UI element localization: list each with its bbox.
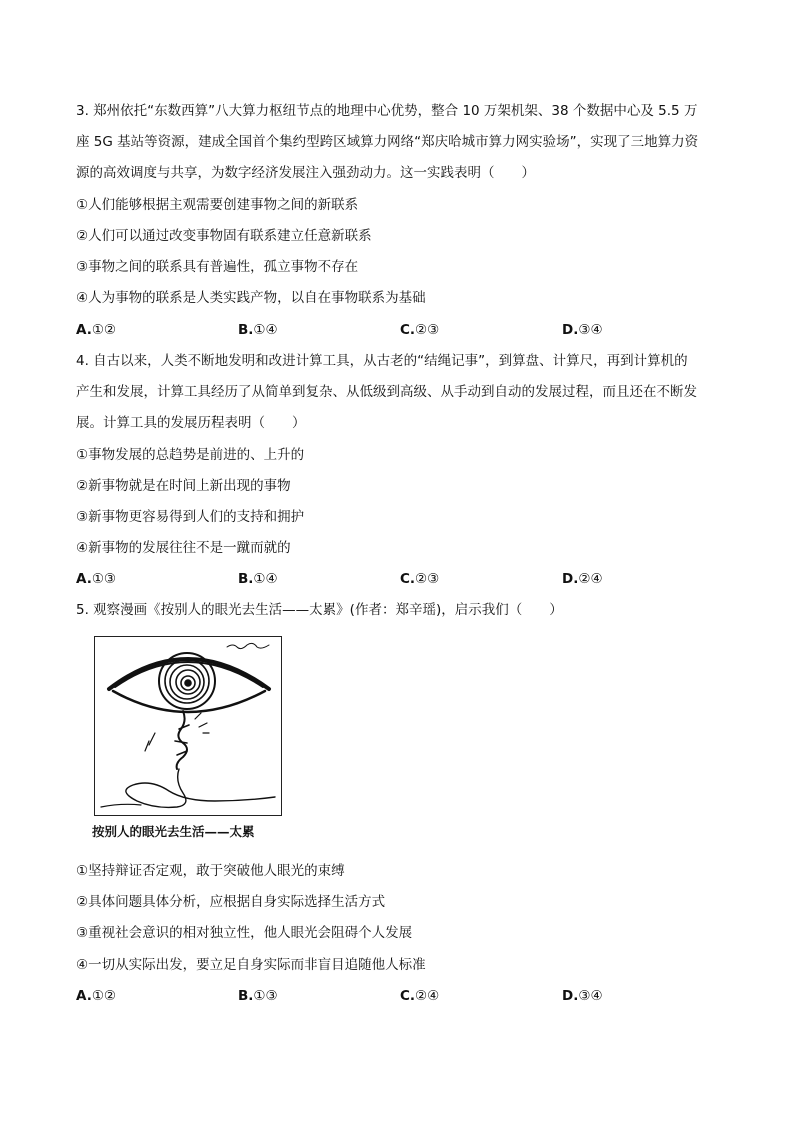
question-3-statement-4: ④人为事物的联系是人类实践产物，以自在事物联系为基础	[76, 290, 426, 306]
question-5-statement-3: ③重视社会意识的相对独立性，他人眼光会阻碍个人发展	[76, 925, 413, 941]
question-5-statement-1: ①坚持辩证否定观，敢于突破他人眼光的束缚	[76, 863, 345, 879]
question-4-statement-4: ④新事物的发展往往不是一蹴而就的	[76, 540, 291, 556]
question-3-stem-line-1: 3. 郑州依托“东数西算”八大算力枢纽节点的地理中心优势，整合 10 万架机架、38 个数据中心及 5.5 万	[76, 103, 698, 119]
option-b[interactable]: B.①④	[238, 322, 278, 338]
question-4-stem-line-1: 4. 自古以来，人类不断地发明和改进计算工具，从古老的“结绳记事”，到算盘、计算尺，再到计算机的	[76, 353, 688, 369]
option-d[interactable]: D.③④	[562, 322, 603, 338]
question-3-statement-2: ②人们可以通过改变事物固有联系建立任意新联系	[76, 228, 372, 244]
option-b[interactable]: B.①④	[238, 571, 278, 587]
question-5-options	[76, 986, 736, 1006]
question-3-statement-3: ③事物之间的联系具有普遍性，孤立事物不存在	[76, 259, 359, 275]
option-a[interactable]: A.①②	[76, 988, 117, 1004]
question-4-stem-line-2: 产生和发展，计算工具经历了从简单到复杂、从低级到高级、从手动到自动的发展过程，而且还在不断发	[76, 384, 697, 400]
cartoon-caption: 按别人的眼光去生活——太累	[92, 824, 255, 839]
option-c[interactable]: C.②④	[400, 988, 440, 1004]
question-5-statement-4: ④一切从实际出发，要立足自身实际而非盲目追随他人标准	[76, 957, 426, 973]
eye-drawing-icon	[95, 637, 280, 814]
option-c[interactable]: C.②③	[400, 571, 440, 587]
option-d[interactable]: D.②④	[562, 571, 603, 587]
cartoon-eye-illustration	[94, 636, 282, 816]
option-a[interactable]: A.①②	[76, 322, 117, 338]
question-5-statement-2: ②具体问题具体分析，应根据自身实际选择生活方式	[76, 894, 386, 910]
option-a[interactable]: A.①③	[76, 571, 117, 587]
question-3-options	[76, 320, 736, 340]
option-b[interactable]: B.①③	[238, 988, 278, 1004]
question-4-statement-3: ③新事物更容易得到人们的支持和拥护	[76, 509, 305, 525]
question-3-stem-line-3: 源的高效调度与共享，为数字经济发展注入强劲动力。这一实践表明（ ）	[76, 165, 535, 181]
question-3-stem-line-2: 座 5G 基站等资源，建成全国首个集约型跨区域算力网络“郑庆哈城市算力网实验场”，实现了三地算力资	[76, 134, 699, 150]
question-5-stem-line-1: 5. 观察漫画《按别人的眼光去生活——太累》(作者：郑辛瑶)，启示我们（ ）	[76, 602, 563, 618]
question-4-statement-1: ①事物发展的总趋势是前进的、上升的	[76, 447, 305, 463]
question-4-options	[76, 569, 736, 589]
question-4-stem-line-3: 展。计算工具的发展历程表明（ ）	[76, 415, 306, 431]
question-4-statement-2: ②新事物就是在时间上新出现的事物	[76, 478, 291, 494]
option-d[interactable]: D.③④	[562, 988, 603, 1004]
question-3-statement-1: ①人们能够根据主观需要创建事物之间的新联系	[76, 197, 359, 213]
option-c[interactable]: C.②③	[400, 322, 440, 338]
